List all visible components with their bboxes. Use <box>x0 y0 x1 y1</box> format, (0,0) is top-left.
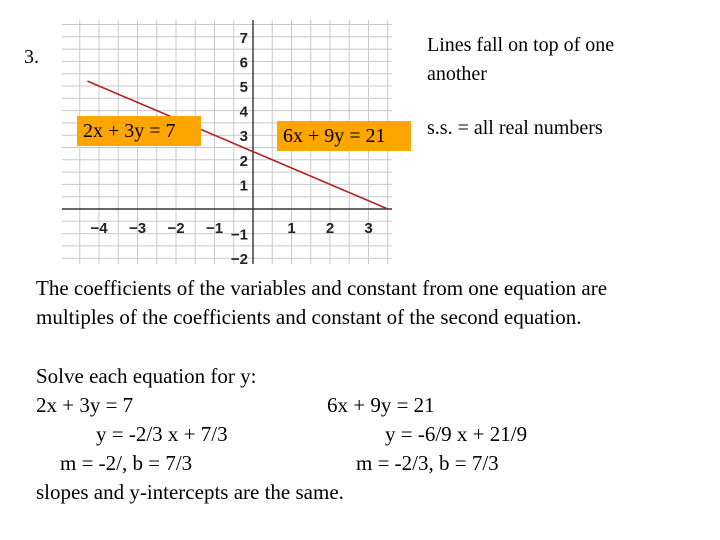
note-line-2: another <box>427 63 487 85</box>
x-tick-label: −4 <box>90 220 108 237</box>
explanation <box>36 274 607 332</box>
equation-label-2: 6x + 9y = 21 <box>277 121 411 151</box>
y-tick-label: 4 <box>239 103 248 121</box>
x-tick-label: −2 <box>167 220 185 237</box>
y-tick-label: 1 <box>239 177 248 195</box>
explanation-line-2: multiples of the coefficients and constant of the second equation. <box>36 305 582 329</box>
y-tick-label: 6 <box>239 54 248 72</box>
y-tick-label: 3 <box>239 128 248 146</box>
y-tick-label: −1 <box>230 226 248 244</box>
y-tick-label: −2 <box>230 251 248 264</box>
x-tick-label: 2 <box>325 220 335 237</box>
slope-intercept-1: y = -2/3 x + 7/3 <box>96 422 228 446</box>
slope-and-intercept-1: m = -2/, b = 7/3 <box>60 451 193 475</box>
y-tick-label: 7 <box>239 29 248 47</box>
x-tick-label: 1 <box>287 220 296 237</box>
x-tick-label: −3 <box>128 220 147 237</box>
solve-heading: Solve each equation for y: <box>36 364 257 388</box>
slope-and-intercept-2: m = -2/3, b = 7/3 <box>356 451 499 475</box>
slope-intercept-2: y = -6/9 x + 21/9 <box>385 422 528 446</box>
note-line-1: Lines fall on top of one <box>427 34 615 56</box>
equation-2: 6x + 9y = 21 <box>327 393 435 417</box>
y-tick-label: 5 <box>239 79 248 96</box>
solution-set: s.s. = all real numbers <box>427 117 603 139</box>
equation-1: 2x + 3y = 7 <box>36 393 134 417</box>
note-text <box>427 31 614 89</box>
problem-number: 3. <box>24 46 39 68</box>
conclusion: slopes and y-intercepts are the same. <box>36 480 344 504</box>
equation-label-1: 2x + 3y = 7 <box>77 116 201 146</box>
explanation-line-1: The coefficients of the variables and constant from one equation are <box>36 276 608 300</box>
y-tick-label: 2 <box>239 152 248 170</box>
x-tick-label: 3 <box>364 220 373 237</box>
x-tick-label: −1 <box>205 220 224 237</box>
